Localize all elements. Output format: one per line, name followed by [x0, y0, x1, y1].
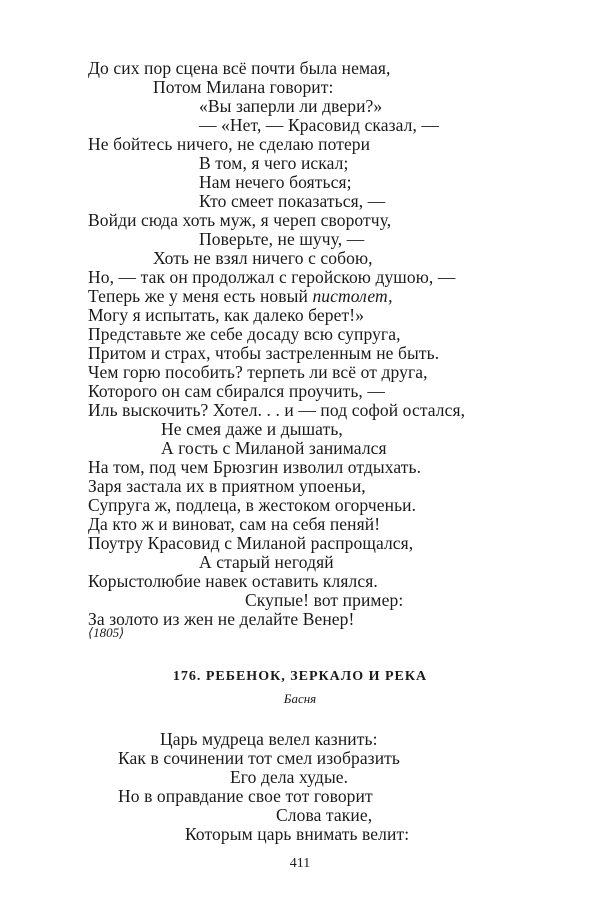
poem2-line-4: Но в оправдание свое тот говорит	[118, 786, 373, 806]
poem1-line-8: Кто смеет показаться, —	[199, 191, 386, 211]
poem1-line-17: Чем горю пособить? терпеть ли всё от друга,	[88, 362, 428, 382]
poem2-line-3: Его дела худые.	[230, 767, 349, 787]
poem1-line-18: Которого он сам сбирался проучить, —	[88, 381, 385, 401]
poem1-line-10: Поверьте, не шучу, —	[199, 229, 365, 249]
poem1-line-2: Потом Милана говорит:	[153, 77, 334, 97]
poem1-line-14: Могу я испытать, как далеко берет!»	[88, 305, 365, 325]
poem1-line-26: Поутру Красовид с Миланой распрощался,	[88, 533, 414, 553]
poem1-line-4: — «Нет, — Красовид сказал, —	[199, 115, 439, 135]
poem1-line-9: Войди сюда хоть муж, я череп своротчу,	[88, 210, 392, 230]
poem1-line-21: А гость с Миланой занимался	[161, 438, 387, 458]
poem2-line-1: Царь мудреца велел казнить:	[160, 729, 378, 749]
poem1-line-27: А старый негодяй	[199, 552, 334, 572]
poem1-line-29: Скупые! вот пример:	[245, 590, 404, 610]
poem1-line-30: За золото из жен не делайте Венер!	[88, 609, 355, 629]
poem1-line-11: Хоть не взял ничего с собою,	[153, 248, 373, 268]
poem1-line-22: На том, под чем Брюзгин изволил отдыхать.	[88, 457, 422, 477]
poem1-line-13	[88, 286, 393, 306]
poem1-date: ⟨1805⟩	[88, 625, 125, 640]
poem1-line-6: В том, я чего искал;	[199, 153, 349, 173]
poem1-line-3: «Вы заперли ли двери?»	[199, 96, 383, 116]
italic-word-pistolet: пистолет,	[312, 286, 393, 306]
poem1-line-24: Супруга ж, подлеца, в жестоком огорченьи.	[88, 495, 417, 515]
poem2-line-2: Как в сочинении тот смел изобразить	[118, 748, 400, 768]
poem2-heading: 176. РЕБЕНОК, ЗЕРКАЛО И РЕКА	[172, 669, 428, 684]
poem1-line-19: Иль выскочить? Хотел. . . и — под софой остался,	[88, 400, 466, 420]
poem1-line-12: Но, — так он продолжал с геройскою душою, —	[88, 267, 456, 287]
poem1-line-13-text: Теперь же у меня есть новый	[88, 286, 313, 306]
poem1-line-16: Притом и страх, чтобы застреленным не быть.	[88, 343, 440, 363]
page-number: 411	[289, 856, 311, 871]
poem2-line-6: Которым царь внимать велит:	[185, 824, 410, 844]
poem1-line-15: Представьте же себе досаду всю супруга,	[88, 324, 401, 344]
poem1-line-23: Заря застала их в приятном упоеньи,	[88, 476, 366, 496]
poem2-subtitle: Басня	[283, 691, 317, 706]
poem1-line-7: Нам нечего бояться;	[199, 172, 352, 192]
poem1-line-1: До сих пор сцена всё почти была немая,	[88, 58, 391, 78]
poem1-line-20: Не смея даже и дышать,	[161, 419, 343, 439]
poem1-line-25: Да кто ж и виноват, сам на себя пеняй!	[88, 514, 381, 534]
poem1-line-28: Корыстолюбие навек оставить клялся.	[88, 571, 378, 591]
poem1-line-5: Не бойтесь ничего, не сделаю потери	[88, 134, 371, 154]
poem2-line-5: Слова такие,	[276, 805, 373, 825]
